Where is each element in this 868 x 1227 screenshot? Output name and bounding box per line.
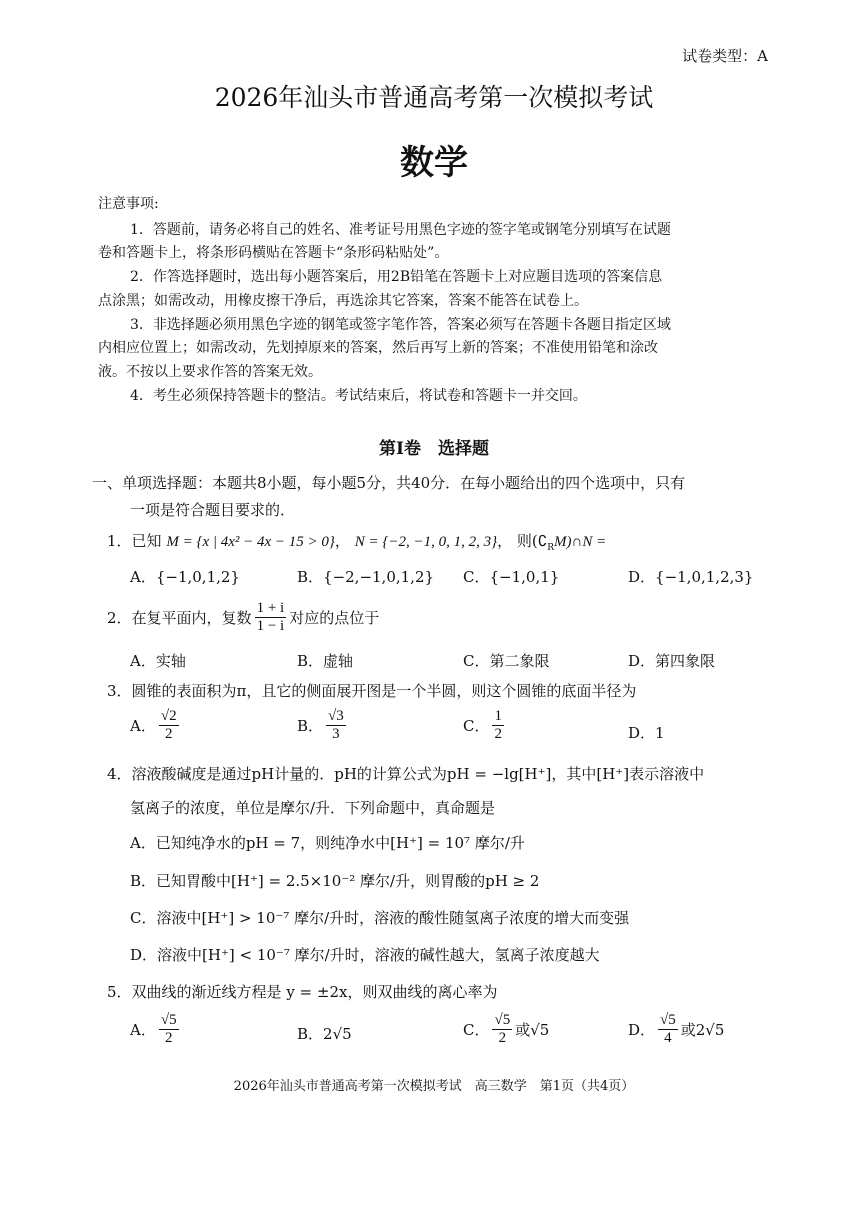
notice-line: 4．考生必须保持答题卡的整洁。考试结束后，将试卷和答题卡一并交回。 <box>130 388 587 404</box>
option-a: A．{−1,0,1,2} <box>130 568 240 586</box>
question-number: 4． <box>107 765 132 783</box>
question-number: 1． <box>107 532 132 550</box>
notice-line: 液。不按以上要求作答的答案无效。 <box>98 364 322 380</box>
option-a: A． $\frac{√2}{2}$ <box>130 708 177 742</box>
notice-line: 2．作答选择题时，选出每小题答案后，用2B铅笔在答题卡上对应题目选项的答案信息 <box>130 269 663 285</box>
option-b: B．2√5 <box>297 1025 352 1043</box>
notice-line: 3．非选择题必须用黑色字迹的钢笔或签字笔作答，答案必须写在答题卡各题目指定区域 <box>130 317 671 333</box>
notice-heading: 注意事项: <box>98 196 159 212</box>
question-number: 3． <box>107 682 132 700</box>
stem-text: 溶液酸碱度是通过pH计量的．pH的计算公式为pH = −lg[H⁺]，其中[H⁺]表示溶液中 <box>131 765 705 783</box>
part-intro-line: 一、单项选择题：本题共8小题，每小题5分，共40分．在每小题给出的四个选项中，只有 <box>92 474 686 492</box>
option-c: C．第二象限 <box>463 652 550 670</box>
option-a: A．实轴 <box>130 652 186 670</box>
notice-line: 1．答题前，请务必将自己的姓名、准考证号用黑色字迹的签字笔或钢笔分别填写在试题 <box>130 222 671 238</box>
option-a: A． $\frac{√5}{2}$ <box>130 1012 177 1046</box>
stem-text: 圆锥的表面积为π，且它的侧面展开图是一个半圆，则这个圆锥的底面半径为 <box>131 682 637 700</box>
question-1-stem: 1．已知 M = {x | 4x² − 4x − 15 > 0}， N = {−2, −1, 0, 1, 2, 3}， 则$(∁_RM)\cap N$ = <box>107 532 607 553</box>
option-d: D． $\frac{√5}{4}$ 或2√5 <box>628 1012 725 1046</box>
option-b: B． $\frac{√3}{3}$ <box>297 708 344 742</box>
question-number: 2． <box>107 609 132 627</box>
paper-type: 试卷类型：A <box>682 47 768 65</box>
option-d: D．1 <box>628 724 665 742</box>
notice-line: 内相应位置上；如需改动，先划掉原来的答案，然后再写上新的答案；不准使用铅笔和涂改 <box>98 340 658 356</box>
subject-title: 数学 <box>400 143 468 183</box>
question-2-stem <box>107 600 379 635</box>
set-n: N = {−2, −1, 0, 1, 2, 3} <box>354 534 498 550</box>
option-c: C．{−1,0,1} <box>463 568 560 586</box>
question-5-stem <box>107 981 497 1002</box>
option-b: B．{−2,−1,0,1,2} <box>297 568 435 586</box>
ask-text: 则$(∁_RM)\cap N$ = <box>516 532 607 553</box>
question-4-stem <box>107 763 704 784</box>
option-a: A．已知纯净水的pH = 7，则纯净水中[H⁺] = 10⁷ 摩尔/升 <box>130 834 525 852</box>
fraction: $\frac{1 + i}{1 - i}$ <box>256 600 285 634</box>
option-b: B．虚轴 <box>297 652 354 670</box>
option-d: D．第四象限 <box>628 652 716 670</box>
option-d: D．{−1,0,1,2,3} <box>628 568 754 586</box>
question-number: 5． <box>107 983 132 1001</box>
stem-text: 已知 <box>131 532 162 550</box>
stem-text: 在复平面内，复数 <box>131 609 252 627</box>
option-b: B．已知胃酸中[H⁺] = 2.5×10⁻² 摩尔/升，则胃酸的pH ≥ 2 <box>130 872 540 890</box>
part-intro-line: 一项是符合题目要求的． <box>130 501 296 519</box>
section-title: 第Ⅰ卷 选择题 <box>379 439 489 459</box>
notice-line: 卷和答题卡上，将条形码横贴在答题卡“条形码粘贴处”。 <box>98 245 449 261</box>
stem-text: 对应的点位于 <box>289 609 380 627</box>
stem-text: 双曲线的渐近线方程是 y = ±2x，则双曲线的离心率为 <box>131 983 498 1001</box>
question-4-stem-line2: 氢离子的浓度，单位是摩尔/升．下列命题中，真命题是 <box>130 799 496 817</box>
question-3-stem <box>107 680 636 701</box>
exam-title: 2026年汕头市普通高考第一次模拟考试 <box>214 83 654 112</box>
option-d: D．溶液中[H⁺] < 10⁻⁷ 摩尔/升时，溶液的碱性越大，氢离子浓度越大 <box>130 946 600 964</box>
option-c: C． $\frac{1}{2}$ <box>463 708 502 742</box>
page-footer: 2026年汕头市普通高考第一次模拟考试 高三数学 第1页（共4页） <box>233 1079 635 1094</box>
notice-line: 点涂黑；如需改动，用橡皮擦干净后，再选涂其它答案，答案不能答在试卷上。 <box>98 293 588 309</box>
set-m: M = {x | 4x² − 4x − 15 > 0} <box>166 534 335 550</box>
option-c: C．溶液中[H⁺] > 10⁻⁷ 摩尔/升时，溶液的酸性随氢离子浓度的增大而变强 <box>130 909 630 927</box>
option-c: C． $\frac{√5}{2}$ 或√5 <box>463 1012 550 1046</box>
